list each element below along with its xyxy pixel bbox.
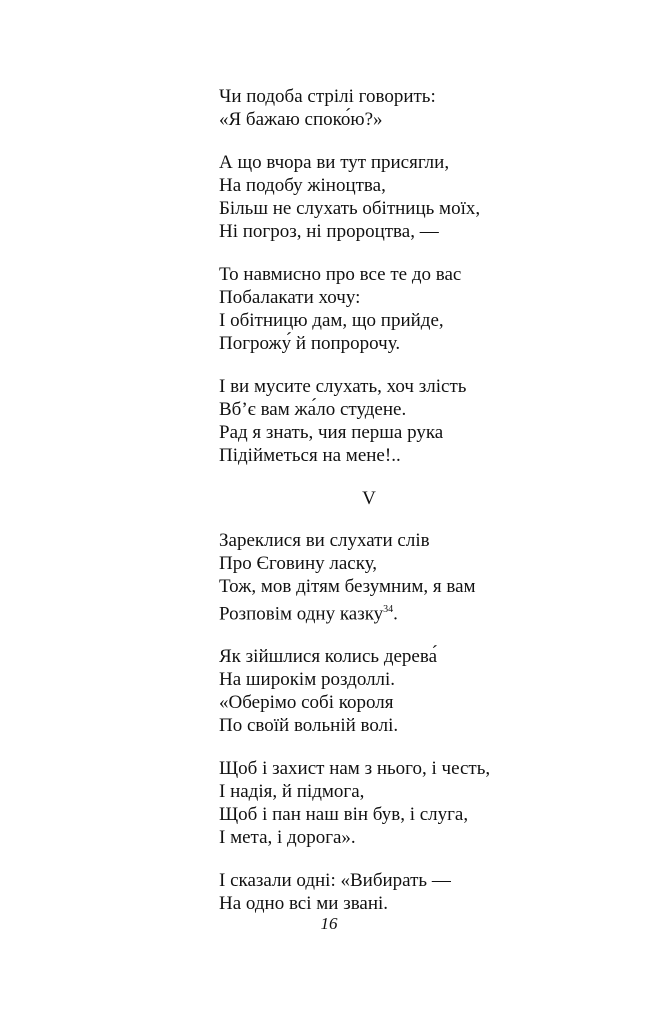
verse-line: Чи подоба стрілі говорить: [219, 86, 436, 107]
verse-line: Побалакати хочу: [219, 287, 361, 308]
verse-line: На подобу жіноцтва, [219, 175, 386, 196]
verse-line: Щоб і захист нам з нього, і честь, [219, 758, 491, 780]
verse-line: «Оберімо собі короля [219, 692, 394, 714]
verse-line: Щоб і пан наш він був, і слуга, [219, 804, 469, 826]
footnote-reference[interactable]: 34 [383, 604, 394, 615]
stanza-8 [219, 869, 619, 915]
verse-line: Зареклися ви слухати слів [219, 530, 430, 551]
stanza-6 [219, 645, 619, 737]
verse-line-with-footnote [219, 598, 619, 625]
verse-line: Підійметься на мене!.. [219, 445, 401, 466]
verse-line: Ні погроз, ні пророцтва, — [219, 221, 439, 242]
verse-line: То навмисно про все те до вас [219, 264, 462, 285]
verse-line: Як зійшлися колись дерева́ [219, 646, 438, 668]
verse-line: По своїй вольній волі. [219, 715, 399, 737]
verse-line: Тож, мов дітям безумним, я вам [219, 576, 476, 597]
verse-line: Вб’є вам жа́ло студене. [219, 399, 407, 420]
stanza-2 [219, 151, 619, 243]
line-end-punctuation: . [393, 603, 398, 625]
stanza-5 [219, 529, 619, 625]
stanza-4 [219, 375, 619, 467]
poem-body [219, 85, 619, 935]
verse-line: Погрожу́ й попророчу. [219, 333, 401, 354]
verse-line: І обітницю дам, що прийде, [219, 310, 444, 331]
verse-line: На одно всі ми звані. [219, 893, 389, 915]
page-number: 16 [320, 914, 338, 933]
verse-text: Розповім одну казку [219, 603, 384, 625]
verse-line: Рад я знать, чия перша рука [219, 422, 444, 443]
stanza-1 [219, 85, 619, 131]
stanza-7 [219, 757, 619, 849]
verse-line: І надія, й підмога, [219, 781, 365, 803]
verse-line: І ви мусите слухать, хоч злість [219, 376, 467, 397]
verse-line: І сказали одні: «Вибирать — [219, 870, 451, 892]
verse-line: І мета, і дорога». [219, 827, 356, 849]
stanza-3 [219, 263, 619, 355]
section-heading: V [362, 488, 376, 509]
verse-line: На широкім роздоллі. [219, 669, 396, 691]
verse-line: А що вчора ви тут присягли, [219, 152, 450, 173]
verse-line: Більш не слухать обітниць моїх, [219, 198, 481, 219]
verse-line: «Я бажаю споко́ю?» [219, 109, 383, 130]
verse-line: Про Єговину ласку, [219, 553, 378, 574]
